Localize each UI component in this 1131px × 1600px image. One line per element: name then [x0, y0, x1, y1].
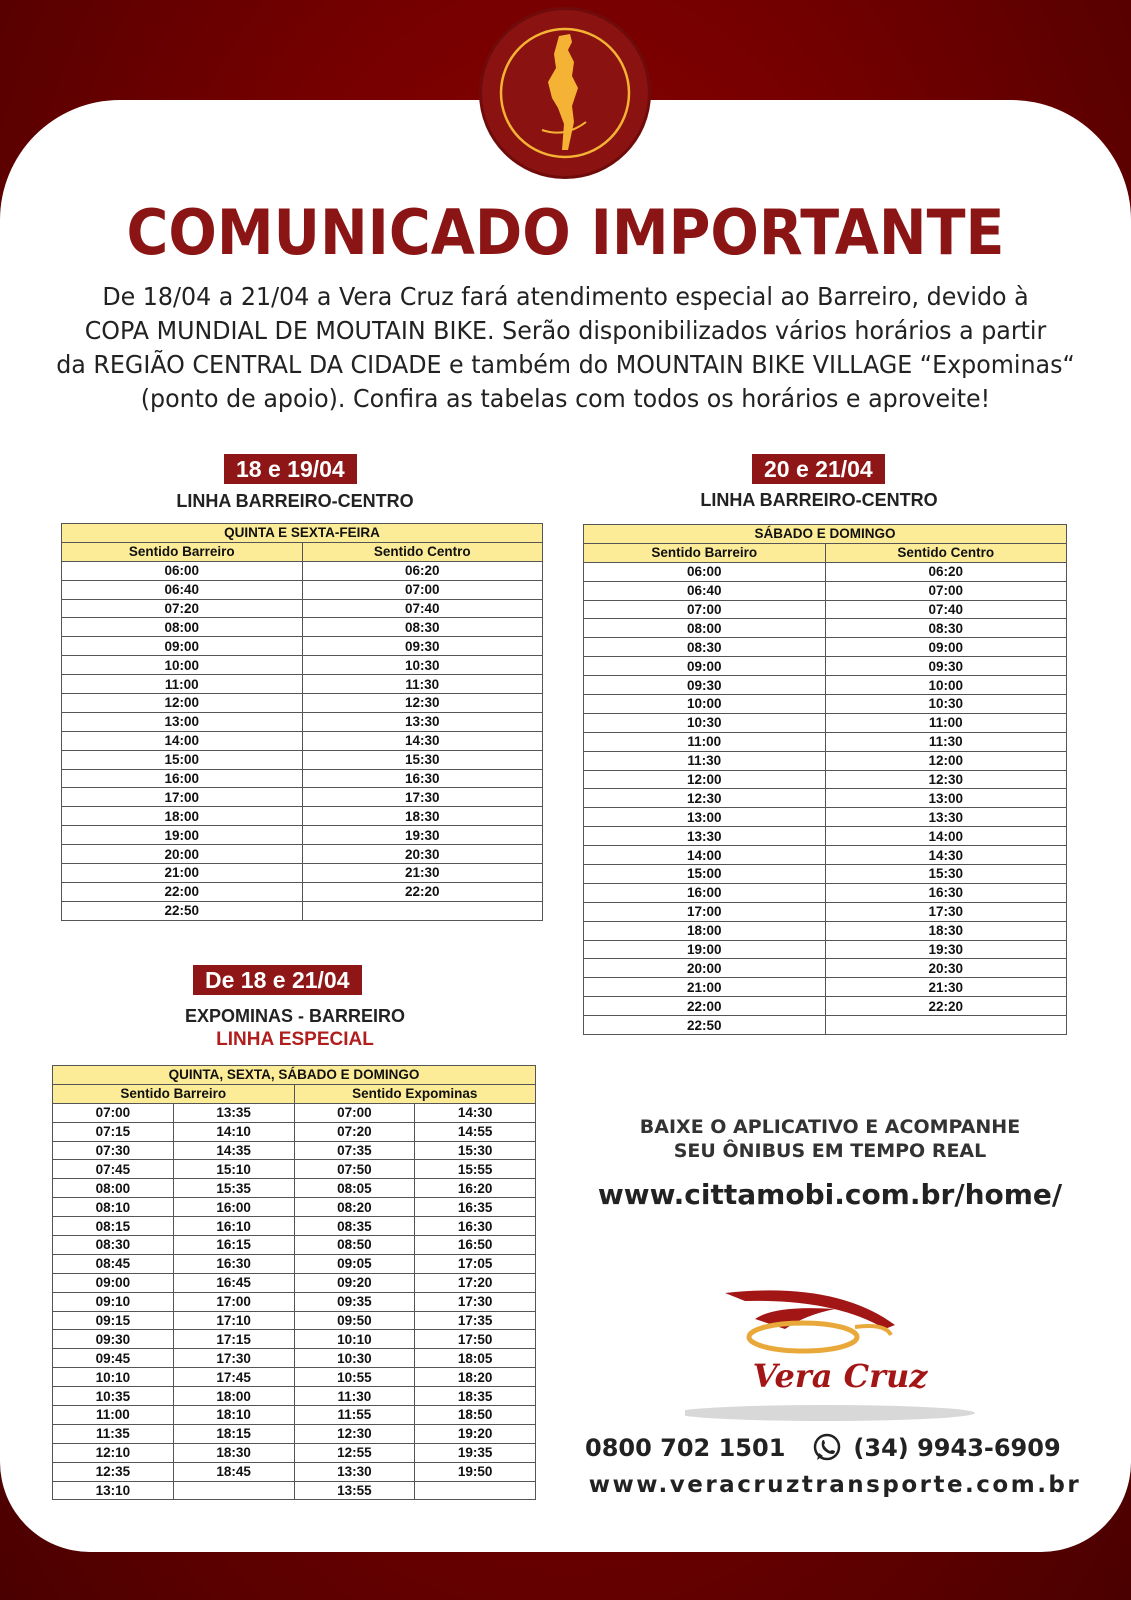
time-cell: 20:30: [302, 845, 543, 864]
table-row: [53, 1330, 536, 1349]
time-cell: 17:05: [415, 1254, 536, 1273]
time-cell: 17:35: [415, 1311, 536, 1330]
table-row: [62, 618, 543, 637]
table-row: [62, 712, 543, 731]
time-cell: 18:35: [415, 1387, 536, 1406]
time-cell: 07:35: [294, 1141, 415, 1160]
table-row: [53, 1236, 536, 1255]
time-cell: 15:00: [62, 750, 303, 769]
table-row: [62, 845, 543, 864]
time-cell: 11:00: [53, 1406, 174, 1425]
table-row: [584, 846, 1067, 865]
time-cell: 08:00: [62, 618, 303, 637]
line-subtitle-2: LINHA BARREIRO-CENTRO: [700, 490, 938, 510]
table-row: [53, 1122, 536, 1141]
time-cell: 17:30: [173, 1349, 294, 1368]
time-cell: 10:00: [584, 695, 826, 714]
time-cell: 15:35: [173, 1179, 294, 1198]
table-header: SÁBADO E DOMINGO: [584, 525, 1067, 544]
vera-cruz-logo-text: Vera Cruz: [752, 1357, 928, 1395]
table-row: [584, 676, 1067, 695]
line-special-label: LINHA ESPECIAL: [216, 1029, 374, 1050]
column-header: Sentido Expominas: [294, 1084, 536, 1103]
time-cell: 14:00: [62, 731, 303, 750]
time-cell: 07:00: [302, 580, 543, 599]
time-cell: 08:15: [53, 1217, 174, 1236]
time-cell: 09:15: [53, 1311, 174, 1330]
time-cell: 16:50: [415, 1236, 536, 1255]
time-cell: 06:20: [302, 561, 543, 580]
column-header: Sentido Barreiro: [53, 1084, 295, 1103]
time-cell: 09:00: [584, 657, 826, 676]
time-cell: 16:20: [415, 1179, 536, 1198]
table-row: [62, 901, 543, 920]
time-cell: 09:20: [294, 1273, 415, 1292]
time-cell: 18:05: [415, 1349, 536, 1368]
time-cell: 17:00: [62, 788, 303, 807]
table-row: [62, 731, 543, 750]
time-cell: 17:00: [173, 1292, 294, 1311]
table-row: [584, 865, 1067, 884]
time-cell: 09:00: [62, 637, 303, 656]
time-cell: 14:55: [415, 1122, 536, 1141]
table-row: [62, 694, 543, 713]
time-cell: 16:00: [62, 769, 303, 788]
table-row: [53, 1292, 536, 1311]
time-cell: 18:45: [173, 1462, 294, 1481]
intro-line: De 18/04 a 21/04 a Vera Cruz fará atendimento especial ao Barreiro, devido à: [102, 282, 1029, 311]
time-cell: 18:30: [302, 807, 543, 826]
time-cell: 08:30: [302, 618, 543, 637]
time-cell: 13:55: [294, 1481, 415, 1500]
time-cell: 08:30: [825, 619, 1067, 638]
date-badge-1: 18 e 19/04: [224, 454, 357, 484]
time-cell: 10:35: [53, 1387, 174, 1406]
line-subtitle-1: LINHA BARREIRO-CENTRO: [176, 491, 414, 511]
time-cell: 10:30: [294, 1349, 415, 1368]
time-cell: 15:30: [825, 865, 1067, 884]
time-cell: 14:10: [173, 1122, 294, 1141]
time-cell: 18:50: [415, 1406, 536, 1425]
table-row: [53, 1217, 536, 1236]
table-row: [584, 978, 1067, 997]
time-cell: 09:10: [53, 1292, 174, 1311]
table-row: [62, 750, 543, 769]
time-cell: 16:00: [584, 883, 826, 902]
time-cell: 13:00: [825, 789, 1067, 808]
table-row: [584, 921, 1067, 940]
time-cell: 11:35: [53, 1424, 174, 1443]
time-cell: 16:30: [825, 883, 1067, 902]
phone-number[interactable]: 0800 702 1501: [585, 1434, 786, 1462]
table-row: [53, 1273, 536, 1292]
time-cell: 11:00: [584, 732, 826, 751]
intro-line: da REGIÃO CENTRAL DA CIDADE e também do MOUNTAIN BIKE VILLAGE “Expominas“: [56, 350, 1075, 379]
time-cell: 22:20: [302, 882, 543, 901]
table-row: [62, 882, 543, 901]
app-promo: [585, 1115, 1075, 1163]
time-cell: 06:40: [62, 580, 303, 599]
time-cell: 14:30: [302, 731, 543, 750]
time-cell: 07:30: [53, 1141, 174, 1160]
time-cell: 17:00: [584, 902, 826, 921]
time-cell: 12:30: [302, 694, 543, 713]
column-header: Sentido Centro: [302, 542, 543, 561]
time-cell: 08:00: [53, 1179, 174, 1198]
time-cell: 10:10: [53, 1368, 174, 1387]
table-row: [584, 940, 1067, 959]
time-cell: 16:00: [173, 1198, 294, 1217]
time-cell: 07:15: [53, 1122, 174, 1141]
time-cell: [825, 1016, 1067, 1035]
time-cell: 15:55: [415, 1160, 536, 1179]
table-row: [53, 1254, 536, 1273]
time-cell: 15:30: [415, 1141, 536, 1160]
time-cell: 22:50: [62, 901, 303, 920]
time-cell: 19:00: [584, 940, 826, 959]
time-cell: 09:30: [584, 676, 826, 695]
time-cell: 08:45: [53, 1254, 174, 1273]
time-cell: 13:30: [584, 827, 826, 846]
time-cell: 13:00: [62, 712, 303, 731]
time-cell: 12:30: [294, 1424, 415, 1443]
time-cell: 11:00: [62, 675, 303, 694]
time-cell: 14:00: [584, 846, 826, 865]
table-row: [584, 751, 1067, 770]
time-cell: 22:00: [584, 997, 826, 1016]
time-cell: 08:00: [584, 619, 826, 638]
time-cell: 07:45: [53, 1160, 174, 1179]
table-row: [584, 902, 1067, 921]
time-cell: 07:00: [584, 600, 826, 619]
table-row: [584, 883, 1067, 902]
cyclist-emblem-icon: [482, 10, 648, 176]
promo-line: SEU ÔNIBUS EM TEMPO REAL: [673, 1140, 987, 1162]
time-cell: 10:10: [294, 1330, 415, 1349]
time-cell: 13:30: [825, 808, 1067, 827]
time-cell: 08:30: [53, 1236, 174, 1255]
time-cell: 07:40: [302, 599, 543, 618]
time-cell: 13:10: [53, 1481, 174, 1500]
time-cell: 12:55: [294, 1443, 415, 1462]
time-cell: 14:35: [173, 1141, 294, 1160]
table-row: [584, 638, 1067, 657]
time-cell: 18:20: [415, 1368, 536, 1387]
table-row: [62, 769, 543, 788]
vera-cruz-logo-icon: [685, 1285, 995, 1425]
table-row: [584, 657, 1067, 676]
time-cell: 14:30: [825, 846, 1067, 865]
table-row: [53, 1311, 536, 1330]
table-row: [53, 1443, 536, 1462]
time-cell: 09:00: [825, 638, 1067, 657]
time-cell: 17:10: [173, 1311, 294, 1330]
time-cell: 20:00: [584, 959, 826, 978]
table-row: [584, 1016, 1067, 1035]
time-cell: 08:05: [294, 1179, 415, 1198]
time-cell: 10:30: [584, 713, 826, 732]
time-cell: 17:15: [173, 1330, 294, 1349]
table-row: [584, 600, 1067, 619]
time-cell: 13:35: [173, 1103, 294, 1122]
time-cell: 21:30: [825, 978, 1067, 997]
time-cell: 16:45: [173, 1273, 294, 1292]
time-cell: 12:00: [62, 694, 303, 713]
table-row: [53, 1141, 536, 1160]
table-row: [584, 619, 1067, 638]
time-cell: 08:20: [294, 1198, 415, 1217]
time-cell: 16:15: [173, 1236, 294, 1255]
table-row: [53, 1179, 536, 1198]
table-row: [53, 1160, 536, 1179]
timetable-expominas-barreiro: [52, 1065, 536, 1500]
time-cell: 09:35: [294, 1292, 415, 1311]
time-cell: 12:35: [53, 1462, 174, 1481]
intro-text: [47, 280, 1083, 416]
table-row: [62, 864, 543, 883]
table-row: [62, 656, 543, 675]
time-cell: 10:00: [825, 676, 1067, 695]
time-cell: 07:00: [825, 581, 1067, 600]
time-cell: 09:30: [825, 657, 1067, 676]
time-cell: 16:10: [173, 1217, 294, 1236]
time-cell: 16:30: [173, 1254, 294, 1273]
table-row: [62, 826, 543, 845]
time-cell: 06:00: [584, 562, 826, 581]
time-cell: [173, 1481, 294, 1500]
table-row: [53, 1368, 536, 1387]
table-row: [584, 562, 1067, 581]
time-cell: 21:00: [62, 864, 303, 883]
table-row: [584, 581, 1067, 600]
table-row: [53, 1406, 536, 1425]
table-row: [53, 1424, 536, 1443]
table-row: [62, 580, 543, 599]
promo-line: BAIXE O APLICATIVO E ACOMPANHE: [639, 1116, 1021, 1138]
column-header: Sentido Barreiro: [62, 542, 303, 561]
table-header: QUINTA, SEXTA, SÁBADO E DOMINGO: [53, 1066, 536, 1085]
table-row: [584, 695, 1067, 714]
time-cell: 10:30: [302, 656, 543, 675]
time-cell: 17:50: [415, 1330, 536, 1349]
time-cell: 17:30: [415, 1292, 536, 1311]
time-cell: 18:00: [584, 921, 826, 940]
time-cell: 07:40: [825, 600, 1067, 619]
cittamobi-link[interactable]: www.cittamobi.com.br/home/: [597, 1178, 1063, 1211]
website-link[interactable]: www.veracruztransporte.com.br: [588, 1472, 1082, 1498]
time-cell: 13:30: [294, 1462, 415, 1481]
time-cell: 12:30: [584, 789, 826, 808]
time-cell: 07:00: [53, 1103, 174, 1122]
table-row: [53, 1462, 536, 1481]
time-cell: 07:50: [294, 1160, 415, 1179]
time-cell: 21:00: [584, 978, 826, 997]
time-cell: 19:00: [62, 826, 303, 845]
time-cell: 15:00: [584, 865, 826, 884]
time-cell: 22:00: [62, 882, 303, 901]
time-cell: 16:30: [415, 1217, 536, 1236]
time-cell: 11:55: [294, 1406, 415, 1425]
date-badge-2: 20 e 21/04: [752, 454, 885, 484]
time-cell: 18:00: [173, 1387, 294, 1406]
time-cell: 07:20: [62, 599, 303, 618]
time-cell: 07:20: [294, 1122, 415, 1141]
time-cell: 19:50: [415, 1462, 536, 1481]
time-cell: 06:40: [584, 581, 826, 600]
whatsapp-icon: [811, 1432, 843, 1464]
time-cell: 20:30: [825, 959, 1067, 978]
table-row: [584, 997, 1067, 1016]
time-cell: 09:00: [53, 1273, 174, 1292]
intro-line: (ponto de apoio). Confira as tabelas com todos os horários e aproveite!: [140, 384, 991, 413]
time-cell: 09:45: [53, 1349, 174, 1368]
time-cell: 12:10: [53, 1443, 174, 1462]
table-row: [584, 789, 1067, 808]
table-header: QUINTA E SEXTA-FEIRA: [62, 524, 543, 543]
time-cell: 11:30: [825, 732, 1067, 751]
time-cell: 17:30: [302, 788, 543, 807]
time-cell: 09:30: [53, 1330, 174, 1349]
page-title: COMUNICADO IMPORTANTE: [126, 196, 1005, 269]
time-cell: 21:30: [302, 864, 543, 883]
time-cell: 19:30: [825, 940, 1067, 959]
time-cell: 13:30: [302, 712, 543, 731]
time-cell: 15:30: [302, 750, 543, 769]
time-cell: 19:35: [415, 1443, 536, 1462]
timetable-barreiro-centro-weekend: [583, 524, 1067, 1035]
time-cell: 17:30: [825, 902, 1067, 921]
column-header: Sentido Centro: [825, 543, 1067, 562]
table-row: [53, 1198, 536, 1217]
table-row: [53, 1481, 536, 1500]
column-header: Sentido Barreiro: [584, 543, 826, 562]
line-subtitle-3: EXPOMINAS - BARREIRO: [184, 1006, 406, 1026]
time-cell: 14:30: [415, 1103, 536, 1122]
time-cell: 10:55: [294, 1368, 415, 1387]
date-badge-3: De 18 e 21/04: [193, 965, 362, 995]
timetable-barreiro-centro-weekday: [61, 523, 543, 921]
table-row: [62, 561, 543, 580]
time-cell: 06:20: [825, 562, 1067, 581]
time-cell: 10:00: [62, 656, 303, 675]
time-cell: 12:30: [825, 770, 1067, 789]
table-row: [62, 788, 543, 807]
table-row: [62, 807, 543, 826]
time-cell: 15:10: [173, 1160, 294, 1179]
time-cell: 08:35: [294, 1217, 415, 1236]
time-cell: 16:35: [415, 1198, 536, 1217]
time-cell: 11:00: [825, 713, 1067, 732]
table-row: [53, 1387, 536, 1406]
time-cell: [415, 1481, 536, 1500]
time-cell: 12:00: [584, 770, 826, 789]
time-cell: 14:00: [825, 827, 1067, 846]
time-cell: 10:30: [825, 695, 1067, 714]
time-cell: 09:30: [302, 637, 543, 656]
table-row: [584, 713, 1067, 732]
time-cell: 08:10: [53, 1198, 174, 1217]
time-cell: 19:20: [415, 1424, 536, 1443]
whatsapp-number[interactable]: (34) 9943-6909: [853, 1434, 1061, 1462]
time-cell: 18:15: [173, 1424, 294, 1443]
time-cell: 11:30: [302, 675, 543, 694]
time-cell: 17:20: [415, 1273, 536, 1292]
time-cell: 06:00: [62, 561, 303, 580]
time-cell: 22:50: [584, 1016, 826, 1035]
table-row: [584, 732, 1067, 751]
time-cell: 11:30: [294, 1387, 415, 1406]
time-cell: 12:00: [825, 751, 1067, 770]
time-cell: 09:50: [294, 1311, 415, 1330]
time-cell: 22:20: [825, 997, 1067, 1016]
table-row: [53, 1349, 536, 1368]
table-row: [584, 827, 1067, 846]
time-cell: 13:00: [584, 808, 826, 827]
table-row: [62, 675, 543, 694]
table-row: [53, 1103, 536, 1122]
contact-line: [585, 1432, 1085, 1464]
time-cell: 09:05: [294, 1254, 415, 1273]
table-row: [62, 599, 543, 618]
table-row: [584, 808, 1067, 827]
time-cell: [302, 901, 543, 920]
time-cell: 19:30: [302, 826, 543, 845]
table-row: [584, 959, 1067, 978]
table-row: [62, 637, 543, 656]
time-cell: 18:00: [62, 807, 303, 826]
time-cell: 18:10: [173, 1406, 294, 1425]
time-cell: 20:00: [62, 845, 303, 864]
time-cell: 07:00: [294, 1103, 415, 1122]
time-cell: 08:50: [294, 1236, 415, 1255]
intro-line: COPA MUNDIAL DE MOUTAIN BIKE. Serão disponibilizados vários horários a partir: [84, 316, 1047, 345]
time-cell: 16:30: [302, 769, 543, 788]
time-cell: 17:45: [173, 1368, 294, 1387]
time-cell: 18:30: [825, 921, 1067, 940]
time-cell: 11:30: [584, 751, 826, 770]
table-row: [584, 770, 1067, 789]
time-cell: 08:30: [584, 638, 826, 657]
time-cell: 18:30: [173, 1443, 294, 1462]
